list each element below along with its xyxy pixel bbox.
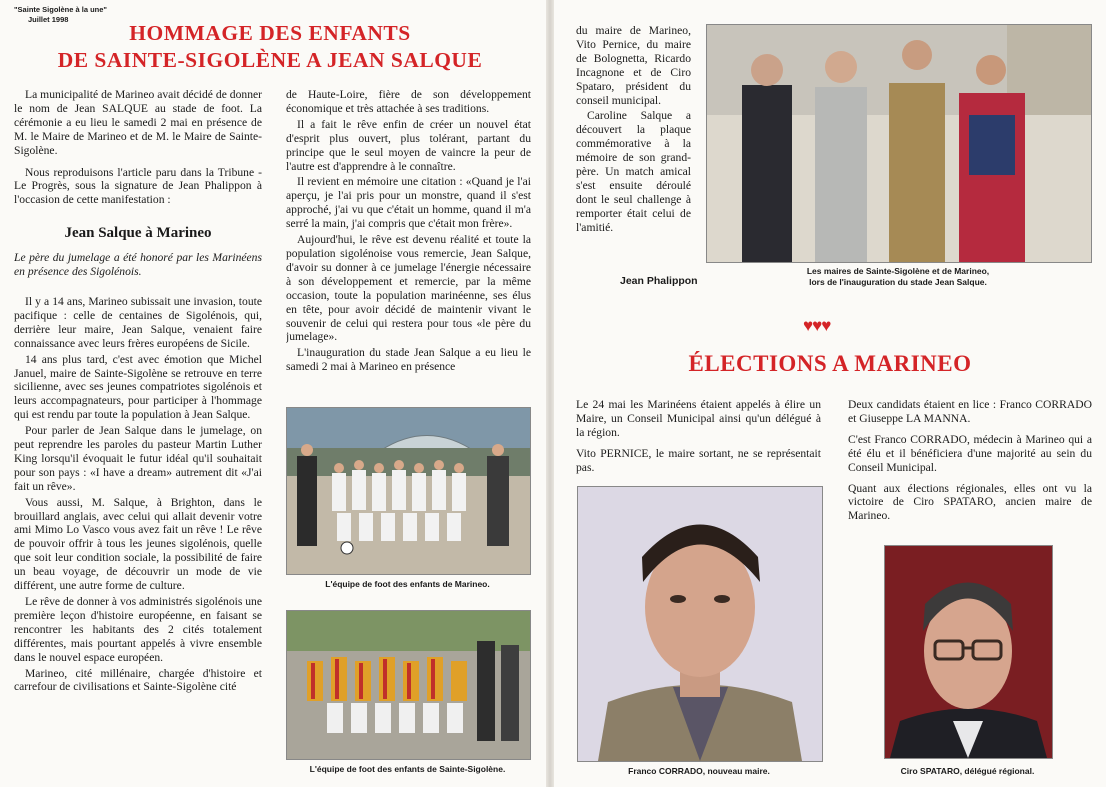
mayors-caption-line-1: Les maires de Sainte-Sigolène et de Marineo, (806, 266, 990, 276)
article-title (20, 20, 520, 74)
article-lede: Le père du jumelage a été honoré par les Marinéens en présence des Sigolénois. (14, 251, 262, 279)
article-title-line-1: HOMMAGE DES ENFANTS (129, 21, 411, 45)
body-paragraph: Deux candidats étaient en lice : Franco CORRADO et Giuseppe LA MANNA. (848, 398, 1092, 425)
mayors-photo (706, 24, 1092, 263)
body-paragraph: Caroline Salque a découvert la plaque commémorative à la mémoire de son grand-père. Un match amical s'est ensuite déroulé dont le seul challenge à remporter était celui de l'amitié. (576, 109, 691, 234)
intro-paragraph-1: La municipalité de Marineo avait décidé de donner le nom de Jean SALQUE au stade de foot. La cérémonie a eu lieu le samedi 2 mai en présence de M. le Maire de Marineo et de M. le Maire de Sainte-Sigolène. (14, 88, 262, 157)
mayors-caption (706, 266, 1090, 288)
body-paragraph: du maire de Marineo, Vito Pernice, du maire de Bolognetta, Ricardo Incagnone et de Ciro Spataro, président du conseil municipal. (576, 24, 691, 107)
corrado-portrait (577, 486, 823, 762)
article-column-1 (14, 88, 262, 783)
spataro-caption: Ciro SPATARO, délégué régional. (900, 766, 1035, 776)
team-sigolene-image (287, 611, 530, 759)
body-paragraph: Il revient en mémoire une citation : «Quand je l'ai aperçu, je l'ai pris pour un monstre, quand il s'est approché, j'ai vu que c'était un homme, quand il m'a serré la main, j'ai compris que c'était mon frère». (286, 175, 531, 231)
body-paragraph: Vous aussi, M. Salque, à Brighton, dans le brouillard anglais, avec celui qui allait devenir votre ami Mimo Lo Vasco vous avez fait un rêve ! Le rêve de pouvoir offrir à tous les jeunes sigolénois, quelle que soit leur condition sociale, la possibilité de faire un beau voyage, de découvrir un mode de vie différent, une autre forme de culture. (14, 495, 262, 593)
article-column-3 (576, 24, 691, 234)
body-paragraph: Aujourd'hui, le rêve est devenu réalité et toute la population sigolénoise vous remercie, Jean Salque, d'avoir su donner à ce jumelage l'énergie nécessaire à son développement et remercie, par la même occasion, toute la population marinéenne, ses élus en tête, pour avoir décidé de maintenir vivant le souvenir de celui qui restera pour tous «le père du jumelage». (286, 233, 531, 344)
elections-column-2 (848, 398, 1092, 538)
article-column-2 (286, 88, 531, 400)
team-marineo-caption: L'équipe de foot des enfants de Marineo. (325, 579, 490, 589)
team-sigolene-photo (286, 610, 531, 760)
mayors-image (707, 25, 1091, 262)
body-paragraph: Pour parler de Jean Salque dans le jumelage, on peut reprendre les paroles du pasteur Martin Luther King lorsqu'il évoquait le futur idéal qu'il souhaitait pour son pays : «I have a dream» autrement dit «J'ai fait un rêve». (14, 424, 262, 493)
team-marineo-photo (286, 407, 531, 575)
body-paragraph: C'est Franco CORRADO, médecin à Marineo qui a été élu et il bénéficiera d'une majorité au sein du Conseil Municipal. (848, 432, 1092, 474)
body-paragraph: Vito PERNICE, le maire sortant, ne se représentait pas. (576, 446, 821, 474)
body-paragraph: de Haute-Loire, fière de son développement économique et très attachée à ses traditions. (286, 88, 531, 115)
body-paragraph: Le rêve de donner à vos administrés sigolénois une première leçon d'histoire européenne, en faisant se rencontrer les habitants des 2 cités totalement différentes, mais pourtant appelés à vivre ensemble dans le nouvel espace européen. (14, 595, 262, 664)
body-paragraph: Quant aux élections régionales, elles ont vu la victoire de Ciro SPATARO, ancien maire de Marineo. (848, 481, 1092, 523)
article-signature: Jean Phalippon (620, 275, 698, 287)
page-gutter (546, 0, 554, 787)
body-paragraph: L'inauguration du stade Jean Salque a eu lieu le samedi 2 mai à Marineo en présence (286, 346, 531, 374)
corrado-image (578, 487, 822, 761)
team-sigolene-caption: L'équipe de foot des enfants de Sainte-Sigolène. (309, 764, 506, 774)
body-paragraph: Le 24 mai les Marinéens étaient appelés à élire un Maire, un Conseil Municipal ainsi qu'un délégué à la région. (576, 398, 821, 439)
publication-source: "Sainte Sigolène à la une" (14, 5, 107, 14)
spataro-image (885, 546, 1052, 758)
team-marineo-image (287, 408, 530, 574)
spataro-portrait (884, 545, 1053, 759)
body-paragraph: Marineo, cité millénaire, chargée d'histoire et carrefour de civilisations et Sainte-Sigolène cité (14, 666, 262, 694)
body-paragraph: 14 ans plus tard, c'est avec émotion que Michel Januel, maire de Sainte-Sigolène se retrouve en terre sicilienne, avec ses jeunes compatriotes sigolénois et leurs accompagnateurs, pour participer à l'hommage qui est rendu par toute la population à Jean Salque. (14, 352, 262, 422)
article-title-line-2: DE SAINTE-SIGOLÈNE A JEAN SALQUE (57, 48, 483, 72)
corrado-caption: Franco CORRADO, nouveau maire. (628, 766, 770, 776)
article-subtitle: Jean Salque à Marineo (64, 225, 212, 242)
intro-paragraph-2: Nous reproduisons l'article paru dans la Tribune - Le Progrès, sous la signature de Jean Phalippon à l'occasion de cette manifestation : (14, 165, 262, 207)
hearts-ornament: ♥♥♥ (803, 316, 831, 335)
elections-column-1 (576, 398, 821, 478)
publication-date: Juillet 1998 (28, 15, 69, 24)
mayors-caption-line-2: lors de l'inauguration du stade Jean Salque. (809, 277, 987, 287)
body-paragraph: Il y a 14 ans, Marineo subissait une invasion, toute pacifique : celle de centaines de Sigolénois, qui, derrière leur maire, Jean Salque, venaient faire connaissance avec leurs frères européens de Sicile. (14, 294, 262, 350)
body-paragraph: Il a fait le rêve enfin de créer un nouvel état d'esprit plus ouvert, plus tolérant, partant du principe que le seul moyen de vaincre la peur de l'autre est d'apprendre à le connaître. (286, 117, 531, 173)
elections-title: ÉLECTIONS A MARINEO (688, 351, 972, 376)
